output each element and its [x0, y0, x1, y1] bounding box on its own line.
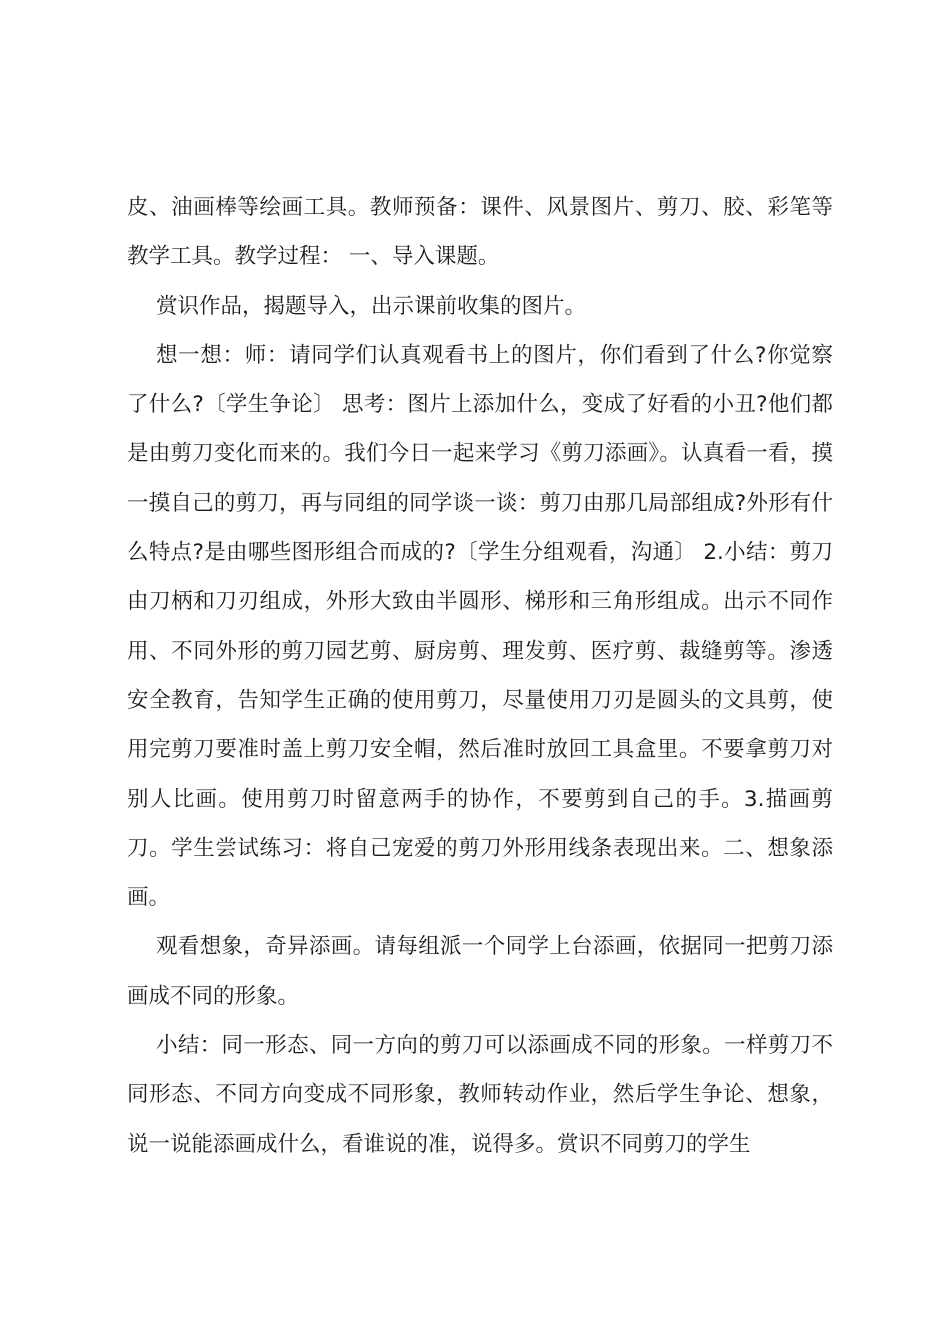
paragraph-materials: 皮、油画棒等绘画工具。教师预备：课件、风景图片、剪刀、胶、彩笔等教学工具。教学过程： 一、导入课题。 [127, 195, 833, 270]
document-body [127, 183, 833, 1169]
paragraph-observe: 观看想象，奇异添画。请每组派一个同学上台添画，依据同一把剪刀添画成不同的形象。 [127, 934, 833, 1009]
paragraph-think: 想一想：师：请同学们认真观看书上的图片，你们看到了什么?你觉察了什么?〔学生争论〕 思考：图片上添加什么，变成了好看的小丑?他们都是由剪刀变化而来的。我们今日一起来学习《剪刀添画》。认真看一看，摸一摸自己的剪刀，再与同组的同学谈一谈：剪刀由那几局部组成?外形有什么特点?是由哪些图形组合而成的?〔学生分组观看，沟通〕 2.小结：剪刀由刀柄和刀刃组成，外形大致由半圆形、梯形和三角形组成。出示不同作用、不同外形的剪刀园艺剪、厨房剪、理发剪、医疗剪、裁缝剪等。渗透安全教育，告知学生正确的使用剪刀，尽量使用刀刃是圆头的文具剪，使用完剪刀要准时盖上剪刀安全帽，然后准时放回工具盒里。不要拿剪刀对别人比画。使用剪刀时留意两手的协作，不要剪到自己的手。3.描画剪刀。学生尝试练习：将自己宠爱的剪刀外形用线条表现出来。二、想象添画。 [127, 342, 833, 911]
paragraph-summary: 小结：同一形态、同一方向的剪刀可以添画成不同的形象。一样剪刀不同形态、不同方向变成不同形象，教师转动作业，然后学生争论、想象，说一说能添画成什么，看谁说的准，说得多。赏识不同剪刀的学生 [127, 1033, 833, 1157]
paragraph-appreciation: 赏识作品，揭题导入，出示课前收集的图片。 [156, 293, 587, 319]
